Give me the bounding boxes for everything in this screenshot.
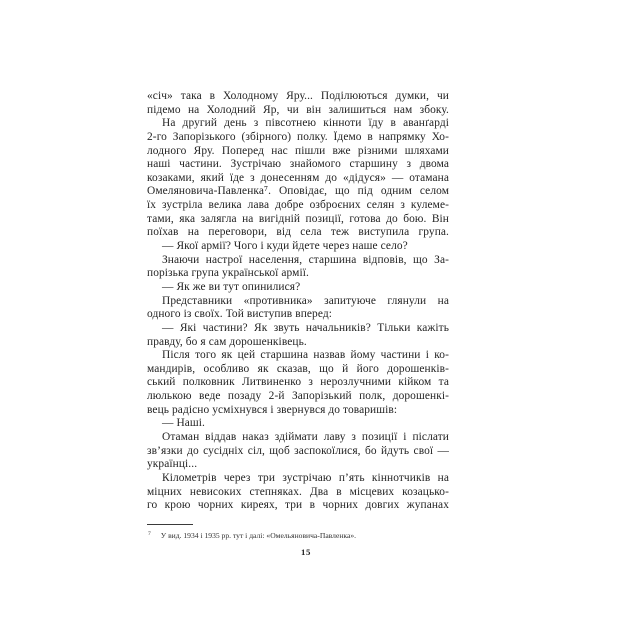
text-line: мандирів, особливо як сказав, що й його дорошенків- <box>147 362 449 375</box>
footnote-marker: 7 <box>148 531 151 537</box>
text-line: го крою чорних киреях, три в чорних довгих жупанах <box>147 499 449 512</box>
text-line: їх зустріла велика лава добре озброєних селян з кулеме- <box>147 199 449 212</box>
text-line: Після того як цей старшина назвав йому частини і ко- <box>162 349 449 362</box>
text-line: — Як же ви тут опинилися? <box>162 280 301 293</box>
text-line: правду, бо я сам дорошенківець. <box>147 335 307 348</box>
text-line: порізька група української армії. <box>147 267 309 280</box>
footnote-divider <box>147 524 193 525</box>
page-number: 15 <box>301 547 311 557</box>
footnote-text: У вид. 1934 і 1935 рр. тут і далі: «Омельяновича-Павленка». <box>160 531 357 540</box>
text-line: — Наші. <box>162 417 206 430</box>
text-line: Знаючи настрої населення, старшина відповів, що За- <box>162 253 449 266</box>
text-line: Омеляновича-Павленка⁷. Оповідає, що під одним селом <box>147 185 449 198</box>
text-line: люлькою веде позаду 2-й Запорізький полк, дорошенкі- <box>147 390 449 403</box>
text-line: українці... <box>147 458 198 471</box>
text-line: підемо на Холодний Яр, чи він залишиться нам збоку. <box>147 103 449 116</box>
text-line: На другий день з півсотнею кінноти їду в аванґарді <box>162 117 449 130</box>
footnote <box>148 529 450 541</box>
text-line: «січ» така в Холодному Яру... Поділюються думки, чи <box>147 90 449 102</box>
text-line: зв’язки до сусідніх сіл, щоб заспокоїлися, бо йдуть свої — <box>147 444 449 457</box>
text-line: наші частини. Зустрічаю знайомого старшину з двома <box>147 158 449 171</box>
text-line: лодного Яру. Поперед нас пішли вже різними шляхами <box>147 144 449 157</box>
text-line: козаками, який їде з донесенням до «дідуся» — отамана <box>147 171 449 184</box>
text-line: Представники «противника» запитуюче глянули на <box>162 294 449 307</box>
text-line: — Які частини? Як звуть начальників? Тільки кажіть <box>162 321 449 334</box>
text-line: 2-го Запорізького (збірного) полку. Їдемо в напрямку Хо- <box>147 130 449 143</box>
text-line: тами, яка залягла на вигідній позиції, готова до бою. Він <box>147 212 449 225</box>
text-line: вець радісно усміхнувся і звернувся до товаришів: <box>147 403 398 416</box>
text-line: одного із своїх. Той виступив вперед: <box>147 308 333 321</box>
text-line: ський полковник Литвиненко з нерозлучними кійком та <box>147 376 449 389</box>
text-line: Отаман віддав наказ здіймати лаву з позиції і післати <box>162 431 449 444</box>
text-column <box>147 90 449 513</box>
text-line: поїхав на переговори, від села теж виступила група. <box>147 226 449 239</box>
text-line: міцних невисоких степняках. Два в місцевих козацько- <box>147 485 449 498</box>
text-line: Кілометрів через три зустрічаю п’ять кіннотчиків на <box>162 471 449 484</box>
text-line: — Якої армії? Чого і куди йдете через наше село? <box>162 240 408 253</box>
